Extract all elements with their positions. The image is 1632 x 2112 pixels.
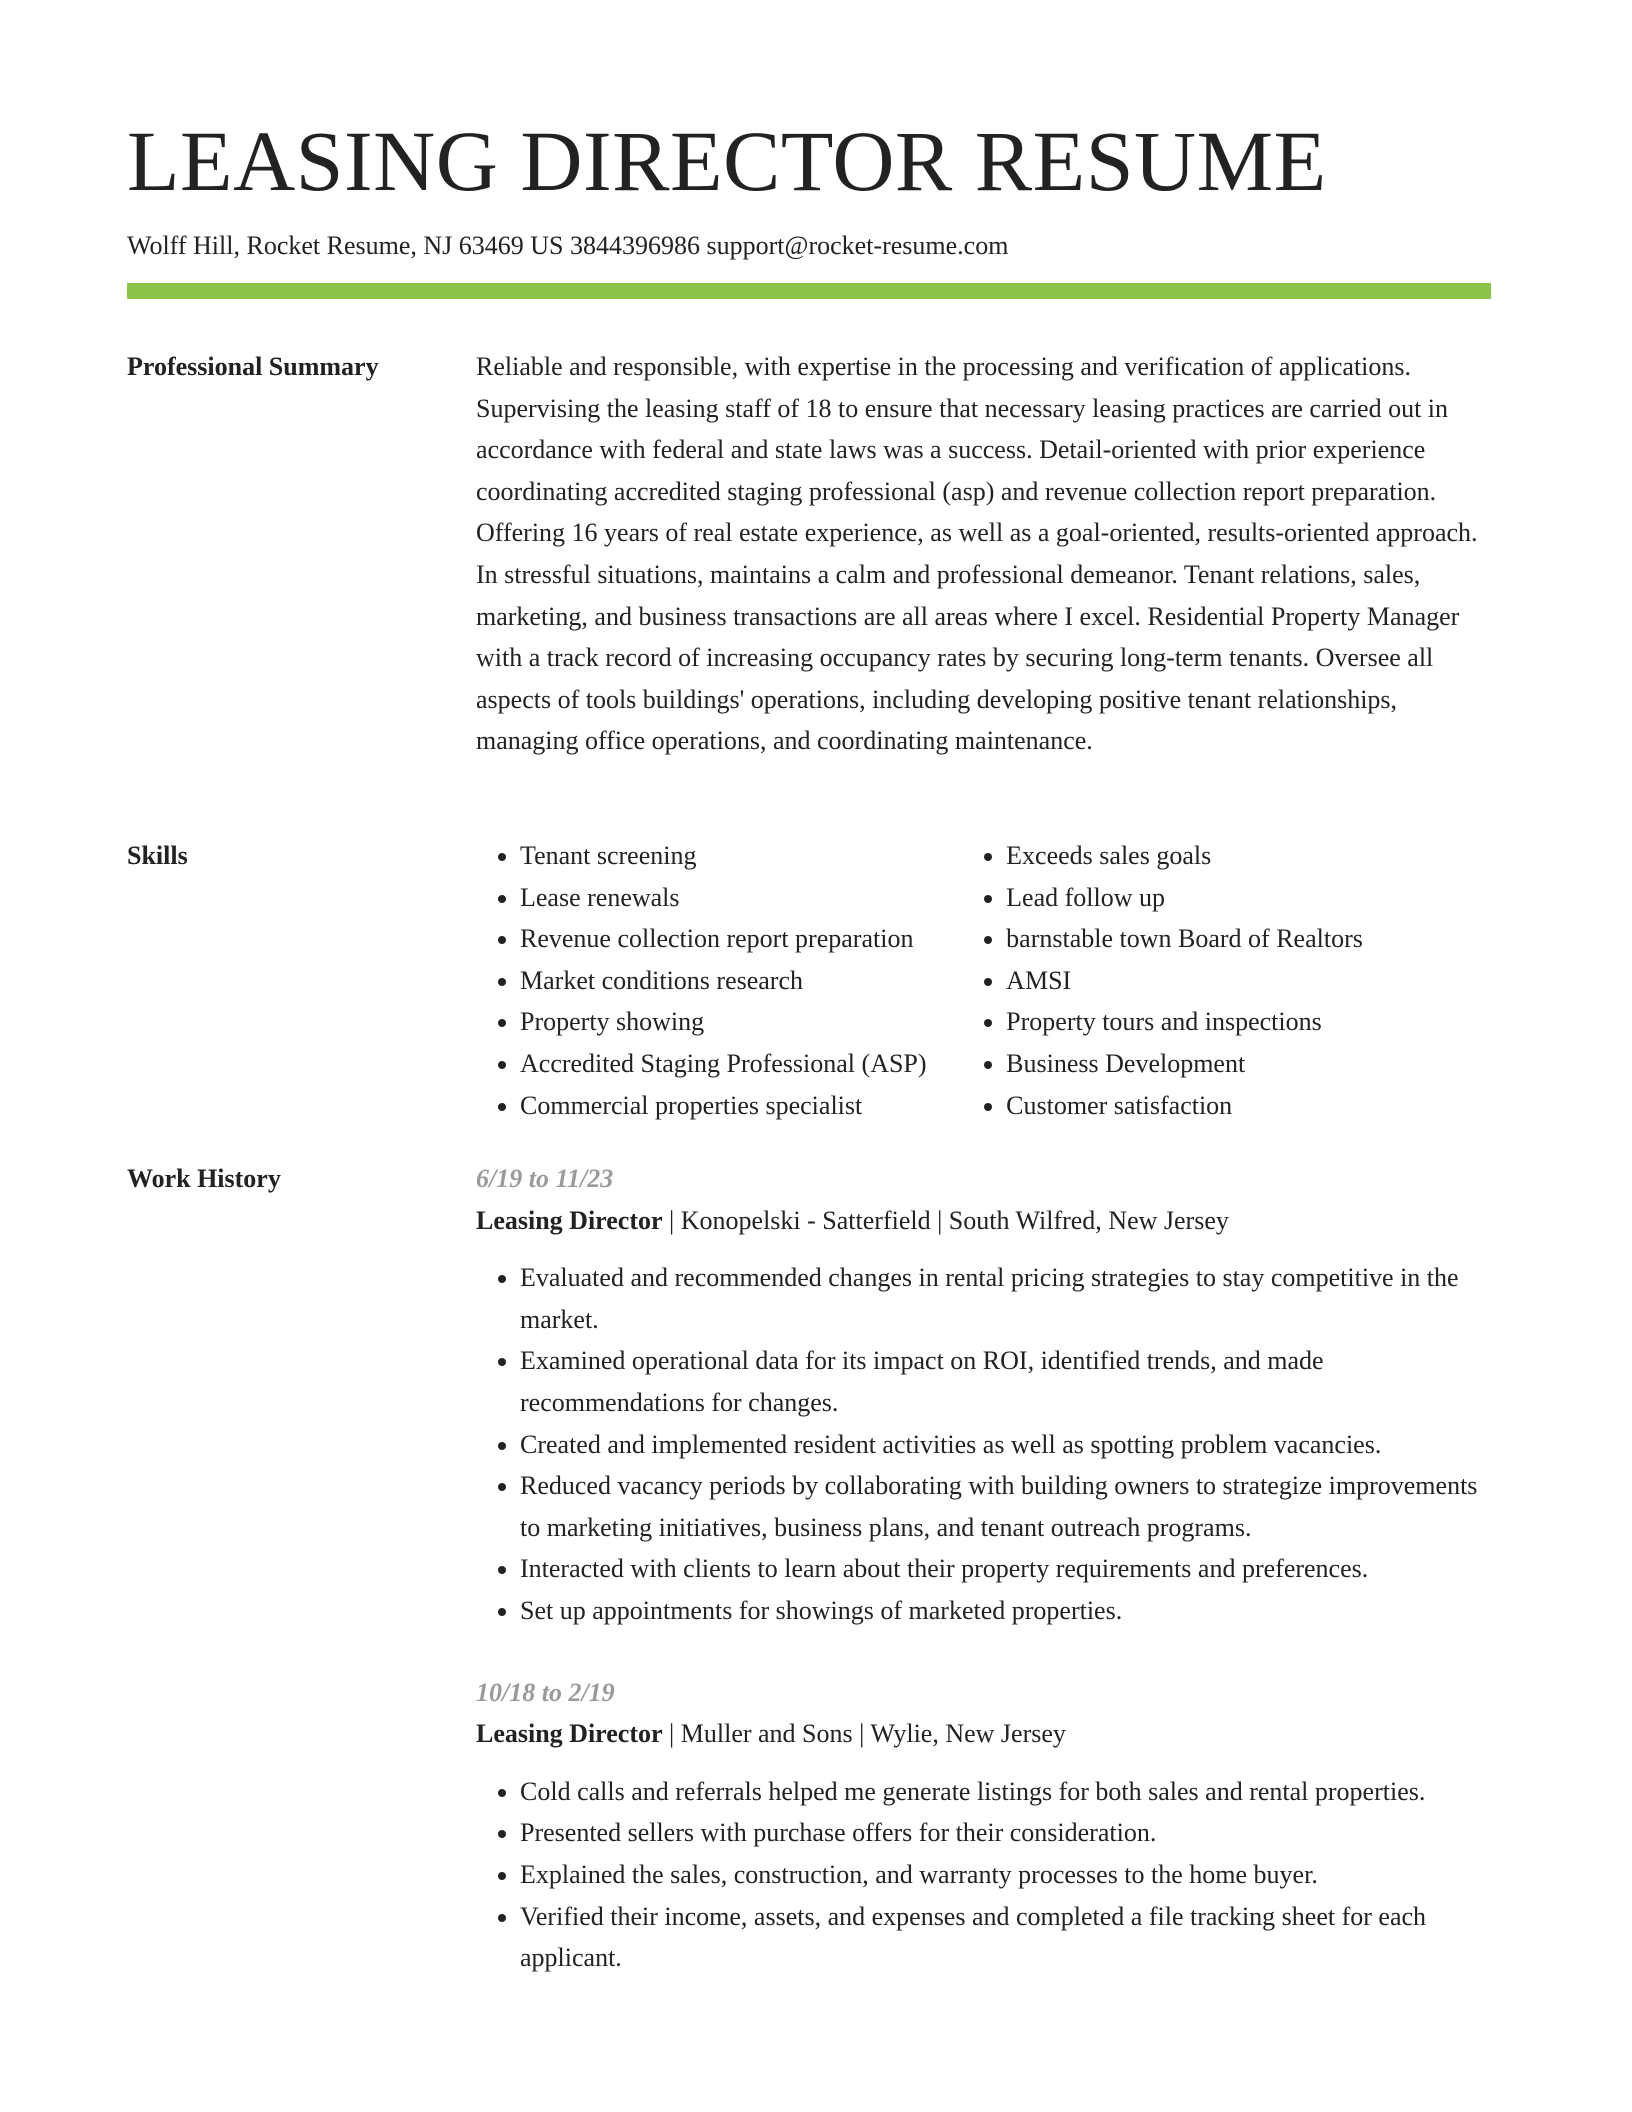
summary-body — [476, 346, 1491, 762]
skill-item: • Lead follow up — [1006, 877, 1491, 919]
skill-item: • Property tours and inspections — [1006, 1001, 1491, 1043]
skill-item: • Customer satisfaction — [1006, 1085, 1491, 1127]
job-dates: 6/19 to 11/23 — [476, 1164, 614, 1193]
work-history-label: Work History — [127, 1164, 281, 1193]
skill-item: • Revenue collection report preparation — [520, 918, 962, 960]
skill-item: • Lease renewals — [520, 877, 962, 919]
job-bullet: • Explained the sales, construction, and warranty processes to the home buyer. — [520, 1854, 1491, 1896]
skill-item: • Commercial properties specialist — [520, 1085, 962, 1127]
job-bullet: • Examined operational data for its impact on ROI, identified trends, and made recommendations for changes. — [520, 1340, 1491, 1423]
resume-title: LEASING DIRECTOR RESUME — [127, 113, 1327, 209]
skills-list-left — [476, 835, 962, 1126]
job-heading — [476, 1200, 1491, 1242]
job-bullet: • Interacted with clients to learn about their property requirements and preferences. — [520, 1548, 1491, 1590]
summary-text: Reliable and responsible, with expertise in the processing and verification of applications. Supervising the leasing staff of 18 to ensure that necessary leasing practices are carried out in accordance with federal and state laws was a success. Detail-oriented with prior experience coordinating accredited staging professional (asp) and revenue collection report preparation. Offering 16 years of real estate experience, as well as a goal-oriented, results-oriented approach. In stressful situations, maintains a calm and professional demeanor. Tenant relations, sales, marketing, and business transactions are all areas where I excel. Residential Property Manager with a track record of increasing occupancy rates by securing long-term tenants. Oversee all aspects of tools buildings' operations, including developing positive tenant relationships, managing office operations, and coordinating maintenance. — [476, 352, 1478, 756]
job-dates: 10/18 to 2/19 — [476, 1677, 615, 1707]
work-history-body — [476, 1158, 1491, 2019]
job-title: Leasing Director — [476, 1205, 663, 1235]
skills-list-right — [962, 835, 1491, 1126]
summary-label: Professional Summary — [127, 352, 379, 381]
job-bullet: • Presented sellers with purchase offers for their consideration. — [520, 1812, 1491, 1854]
job-bullet: • Reduced vacancy periods by collaborating with building owners to strategize improvements to marketing initiatives, business plans, and tenant outreach programs. — [520, 1465, 1491, 1548]
job-title: Leasing Director — [476, 1719, 663, 1749]
job-bullet: • Cold calls and referrals helped me generate listings for both sales and rental properties. — [520, 1771, 1491, 1813]
job-details: | Konopelski - Satterfield | South Wilfred, New Jersey — [662, 1205, 1229, 1235]
skill-item: • Exceeds sales goals — [1006, 835, 1491, 877]
job-bullet: • Evaluated and recommended changes in rental pricing strategies to stay competitive in the market. — [520, 1257, 1491, 1340]
job-bullets — [476, 1771, 1491, 1979]
job-entry — [476, 1158, 1491, 1632]
skill-item: • Accredited Staging Professional (ASP) — [520, 1043, 962, 1085]
job-bullet: • Set up appointments for showings of marketed properties. — [520, 1590, 1491, 1632]
skills-label: Skills — [127, 841, 188, 870]
job-details: | Muller and Sons | Wylie, New Jersey — [662, 1719, 1066, 1749]
skill-item: • Tenant screening — [520, 835, 962, 877]
contact-line: Wolff Hill, Rocket Resume, NJ 63469 US 3844396986 support@rocket-resume.com — [127, 231, 1009, 260]
job-bullets — [476, 1257, 1491, 1631]
job-bullet: • Created and implemented resident activities as well as spotting problem vacancies. — [520, 1424, 1491, 1466]
skill-item: • Business Development — [1006, 1043, 1491, 1085]
skill-item: • Property showing — [520, 1001, 962, 1043]
job-heading — [476, 1713, 1491, 1755]
skill-item: • barnstable town Board of Realtors — [1006, 918, 1491, 960]
job-entry — [476, 1672, 1491, 1979]
skill-item: • AMSI — [1006, 960, 1491, 1002]
skill-item: • Market conditions research — [520, 960, 962, 1002]
job-bullet: • Verified their income, assets, and expenses and completed a file tracking sheet for each applicant. — [520, 1896, 1491, 1979]
skills-body — [476, 835, 1491, 1126]
accent-divider — [127, 283, 1491, 299]
